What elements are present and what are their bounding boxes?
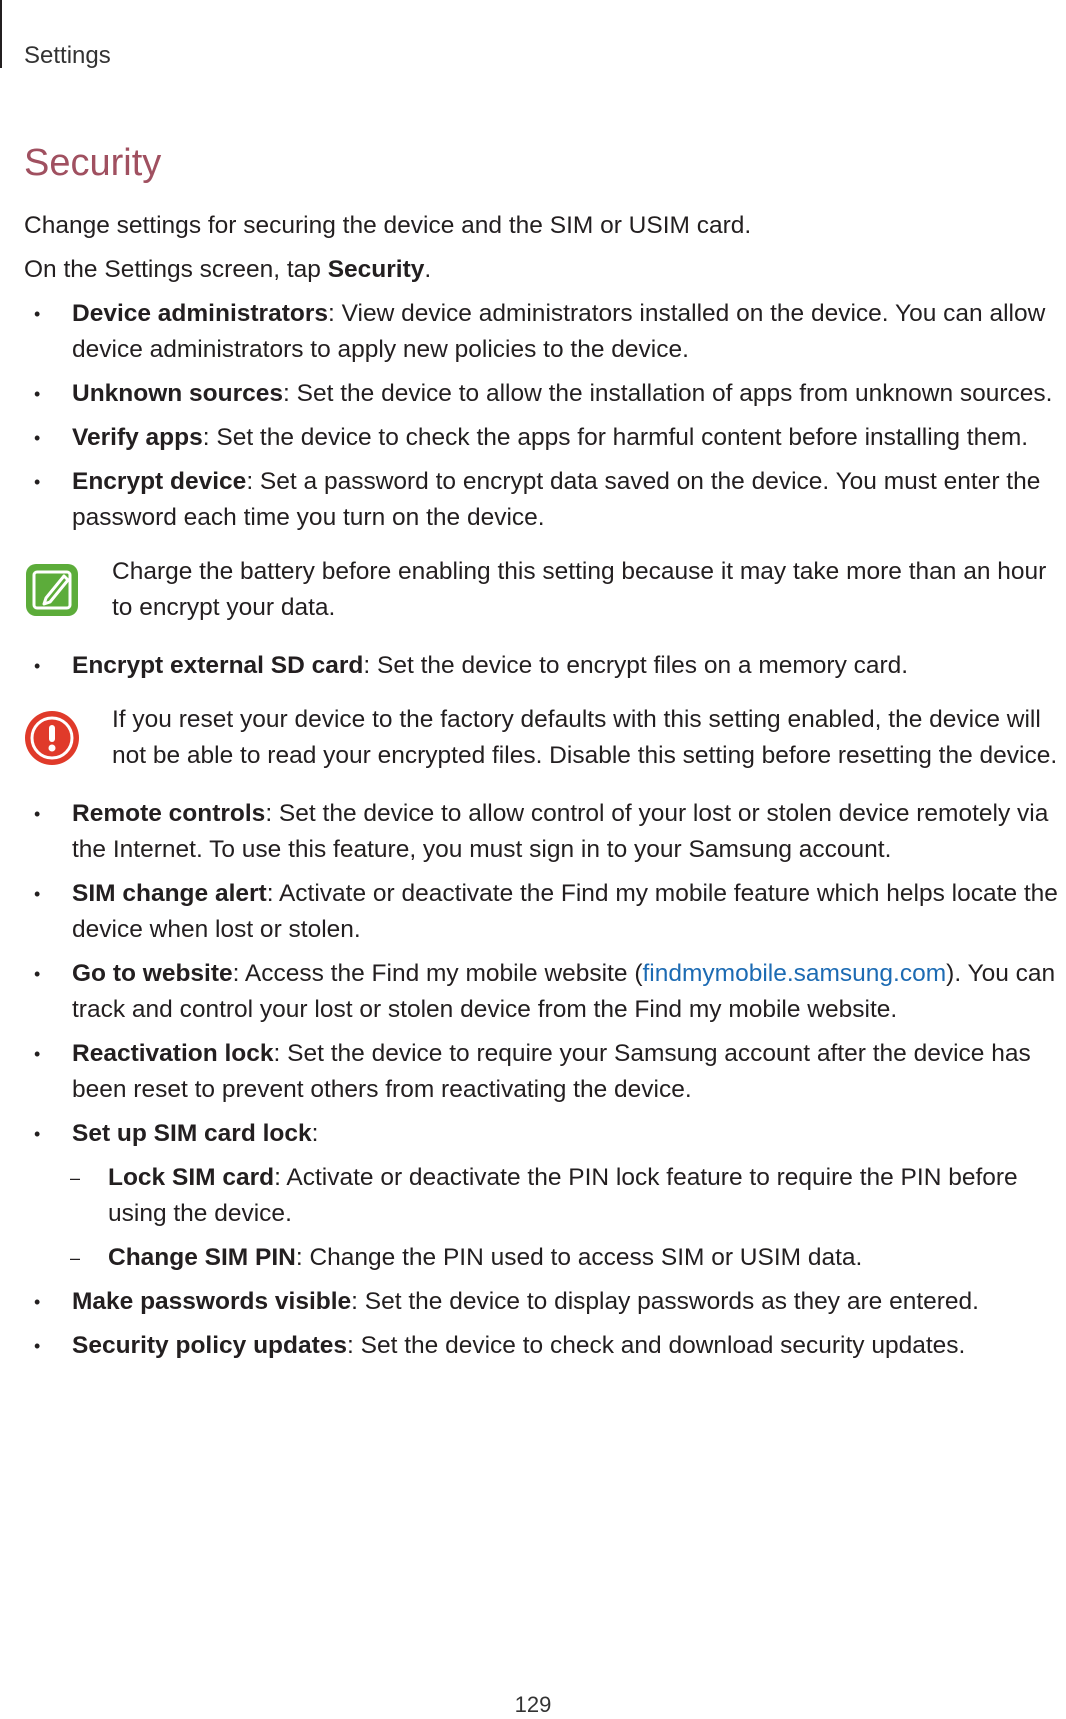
item-desc: : Set the device to check the apps for harmful content before installing them.	[202, 424, 1029, 451]
tip-note	[24, 554, 1059, 626]
item-desc: ). You can track and control your lost or stolen device from the Find my mobile website.	[72, 960, 1056, 1023]
list-item-set-up-sim-card-lock	[24, 1116, 1059, 1152]
item-term: Go to website	[72, 960, 233, 987]
sub-item-change-sim-pin	[24, 1240, 1059, 1276]
list-item-go-to-website	[24, 956, 1059, 1028]
item-desc: :	[311, 1120, 319, 1147]
item-term: Verify apps	[72, 424, 203, 451]
list-item-security-policy-updates	[24, 1328, 1059, 1364]
warning-note	[24, 702, 1059, 774]
warning-text: If you reset your device to the factory defaults with this setting enabled, the device will not be able to read your encrypted files. Disable this setting before resetting the device.	[112, 706, 1058, 769]
bullet: •	[34, 1336, 41, 1356]
list-item-make-passwords-visible	[24, 1284, 1059, 1320]
warning-exclamation-icon	[24, 710, 80, 766]
page-title: Security	[24, 142, 162, 184]
bullet: •	[34, 304, 41, 324]
instruction-paragraph: On the Settings screen, tap Security.	[24, 256, 432, 283]
dash: –	[70, 1168, 81, 1188]
item-desc: : Set the device to check and download security updates.	[347, 1332, 966, 1359]
item-term: SIM change alert	[72, 880, 267, 907]
bullet: •	[34, 884, 41, 904]
bullet: •	[34, 428, 41, 448]
intro-paragraph: Change settings for securing the device and the SIM or USIM card.	[24, 212, 752, 239]
bullet: •	[34, 384, 41, 404]
item-desc: : Set the device to allow the installation of apps from unknown sources.	[283, 380, 1053, 407]
bullet: •	[34, 1044, 41, 1064]
item-term: Unknown sources	[72, 380, 284, 407]
item-desc: : Set the device to allow control of your lost or stolen device remotely via the Internet. To use this feature, you must sign in to your Samsung account.	[72, 800, 1049, 863]
item-desc: : Set a password to encrypt data saved on the device. You must enter the password each time you turn on the device.	[72, 468, 1041, 531]
sub-item-lock-sim-card	[24, 1160, 1059, 1232]
item-desc: : Access the Find my mobile website (	[232, 960, 643, 987]
list-item-verify-apps	[24, 420, 1059, 456]
page-number: 129	[514, 1692, 552, 1717]
item-desc: : View device administrators installed on the device. You can allow device administrators to apply new policies to the device.	[72, 300, 1046, 363]
tip-text: Charge the battery before enabling this setting because it may take more than an hour to encrypt your data.	[112, 558, 1047, 621]
item-term: Reactivation lock	[72, 1040, 274, 1067]
dash: –	[70, 1248, 81, 1268]
item-desc: : Activate or deactivate the Find my mobile feature which helps locate the device when lost or stolen.	[72, 880, 1058, 943]
list-item-encrypt-external-sd-card	[24, 648, 1059, 684]
list-item-unknown-sources	[24, 376, 1059, 412]
item-term: Set up SIM card lock	[72, 1120, 312, 1147]
item-term: Security policy updates	[72, 1332, 348, 1359]
list-item-device-administrators	[24, 296, 1059, 368]
list-item-remote-controls	[24, 796, 1059, 868]
security-menu-label: Security	[327, 256, 425, 283]
bullet: •	[34, 964, 41, 984]
item-desc: : Set the device to encrypt files on a memory card.	[363, 652, 909, 679]
sub-item-term: Change SIM PIN	[108, 1244, 296, 1271]
list-item-sim-change-alert	[24, 876, 1059, 948]
item-term: Make passwords visible	[72, 1288, 352, 1315]
item-term: Encrypt external SD card	[72, 652, 364, 679]
item-desc: : Set the device to require your Samsung account after the device has been reset to prevent others from reactivating the device.	[72, 1040, 1031, 1103]
item-term: Device administrators	[72, 300, 328, 327]
list-item-reactivation-lock	[24, 1036, 1059, 1108]
running-header: Settings	[24, 42, 111, 69]
sub-item-desc: : Activate or deactivate the PIN lock feature to require the PIN before using the device.	[108, 1164, 1018, 1227]
bullet: •	[34, 804, 41, 824]
sub-item-desc: : Change the PIN used to access SIM or USIM data.	[295, 1244, 863, 1271]
sub-item-term: Lock SIM card	[108, 1164, 275, 1191]
bullet: •	[34, 1292, 41, 1312]
list-item-encrypt-device	[24, 464, 1059, 536]
item-term: Encrypt device	[72, 468, 247, 495]
bullet: •	[34, 656, 41, 676]
header-rule	[0, 0, 2, 68]
item-term: Remote controls	[72, 800, 266, 827]
find-my-mobile-link[interactable]: findmymobile.samsung.com	[642, 960, 947, 987]
item-desc: : Set the device to display passwords as they are entered.	[351, 1288, 979, 1315]
content	[24, 208, 1059, 1372]
tip-pencil-icon	[24, 562, 80, 618]
bullet: •	[34, 1124, 41, 1144]
bullet: •	[34, 472, 41, 492]
